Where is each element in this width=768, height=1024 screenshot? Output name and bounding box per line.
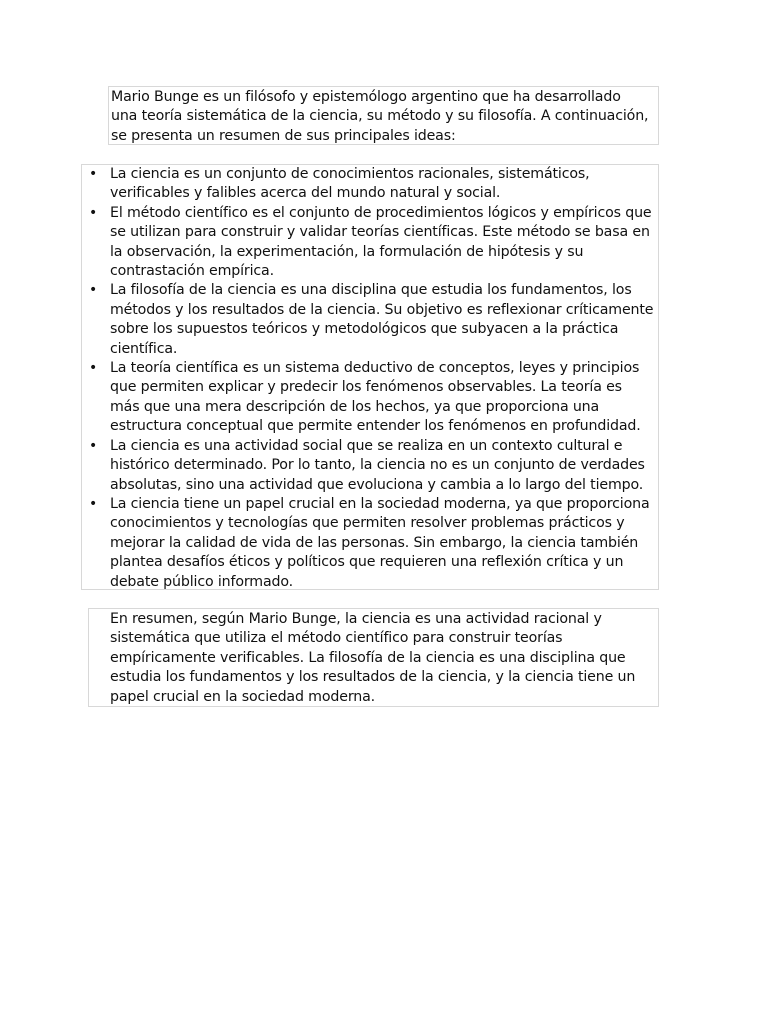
list-item-text: La ciencia tiene un papel crucial en la sociedad moderna, ya que proporciona conocimientos y tecnologías que permiten resolver problemas prácticos y mejorar la calidad de vida de las personas. Sin embargo, la ciencia también plantea desafíos éticos y políticos que requieren una reflexión crítica y un debate público informado.	[110, 495, 650, 590]
intro-text-box	[108, 86, 659, 145]
ideas-list-box	[81, 164, 659, 590]
summary-paragraph: En resumen, según Mario Bunge, la ciencia es una actividad racional y sistemática que utiliza el método científico para construir teorías empíricamente verificables. La filosofía de la ciencia es una disciplina que estudia los fundamentos y los resultados de la ciencia, y la ciencia tiene un papel crucial en la sociedad moderna.	[110, 611, 636, 705]
list-item-text: La filosofía de la ciencia es una disciplina que estudia los fundamentos, los métodos y los resultados de la ciencia. Su objetivo es reflexionar críticamente sobre los supuestos teóricos y metodológicos que subyacen a la práctica científica.	[110, 282, 654, 357]
bullet-icon: •	[88, 437, 98, 454]
intro-paragraph: Mario Bunge es un filósofo y epistemólogo argentino que ha desarrollado una teoría sistemática de la ciencia, su método y su filosofía. A continuación, se presenta un resumen de sus principales ideas:	[111, 89, 649, 144]
bullet-icon: •	[88, 495, 98, 512]
list-item	[82, 165, 654, 204]
summary-text-box	[88, 608, 659, 707]
bullet-icon: •	[88, 360, 98, 377]
list-item-text: La ciencia es un conjunto de conocimientos racionales, sistemáticos, verificables y falibles acerca del mundo natural y social.	[110, 166, 590, 202]
bullet-icon: •	[88, 282, 98, 299]
list-item	[82, 204, 654, 282]
ideas-bullet-list	[82, 165, 654, 592]
list-item	[82, 495, 654, 592]
list-item-text: La teoría científica es un sistema deductivo de conceptos, leyes y principios que permiten explicar y predecir los fenómenos observables. La teoría es más que una mera descripción de los hechos, ya que proporciona una estructura conceptual que permite entender los fenómenos en profundidad.	[110, 360, 641, 435]
bullet-icon: •	[88, 166, 98, 182]
list-item	[82, 437, 654, 495]
list-item	[82, 359, 654, 437]
list-item-text: El método científico es el conjunto de procedimientos lógicos y empíricos que se utilizan para construir y validar teorías científicas. Este método se basa en la observación, la experimentación, la formulación de hipótesis y su contrastación empírica.	[110, 204, 652, 280]
list-item	[82, 281, 654, 359]
bullet-icon: •	[88, 204, 98, 221]
list-item-text: La ciencia es una actividad social que se realiza en un contexto cultural e histórico determinado. Por lo tanto, la ciencia no es un conjunto de verdades absolutas, sino una actividad que evoluciona y cambia a lo largo del tiempo.	[110, 437, 645, 493]
